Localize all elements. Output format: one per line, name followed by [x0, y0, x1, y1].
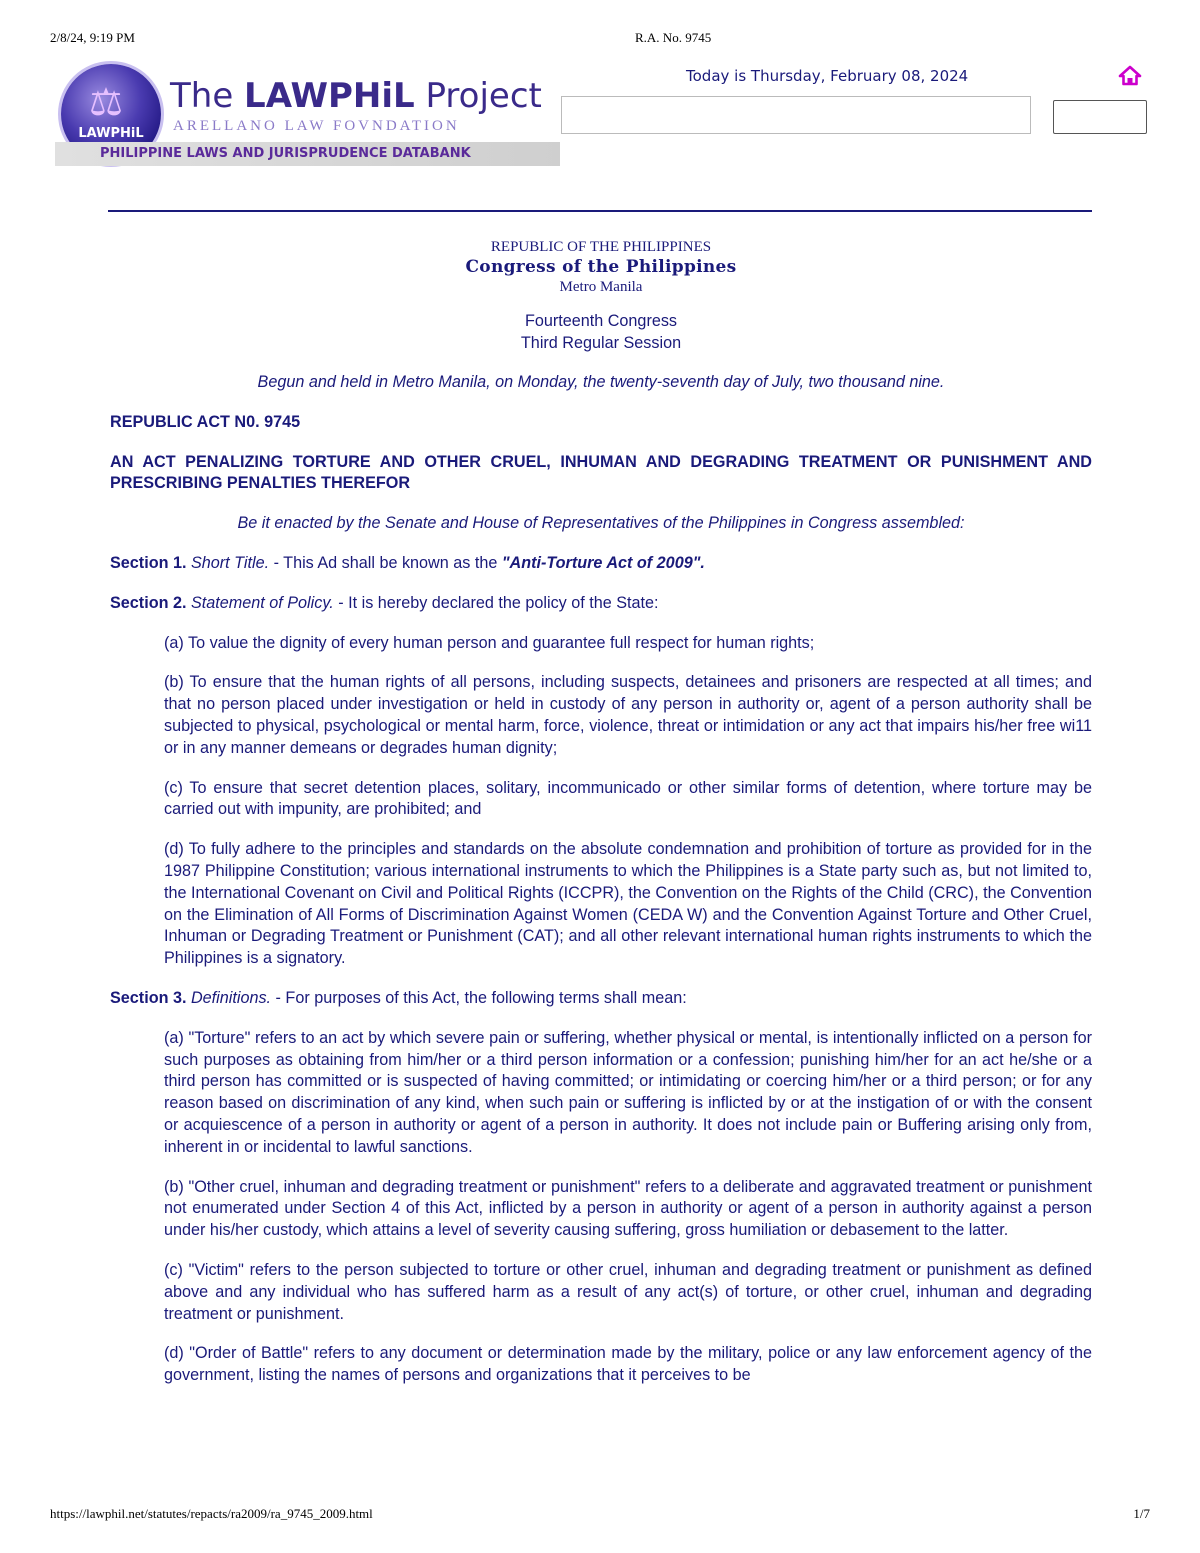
- section-3-item-d: (d) "Order of Battle" refers to any document or determination made by the military, police or any law enforcement agency of the government, listing the names of persons and organizations that it perceives to be: [164, 1344, 1092, 1385]
- print-page-number: 1/7: [1133, 1506, 1150, 1521]
- enacting-clause: Be it enacted by the Senate and House of Representatives of the Philippines in Congress assembled:: [237, 514, 965, 533]
- print-doc-title: R.A. No. 9745: [635, 30, 712, 45]
- section-1-name: Short Title.: [190, 553, 270, 572]
- home-icon[interactable]: [1118, 64, 1142, 88]
- print-header: [50, 30, 1150, 50]
- section-3-item-b: (b) "Other cruel, inhuman and degrading treatment or punishment" refers to a deliberate and aggravated treatment or punishment not enumerated under Section 4 of this Act, inflicted by a person in authority or agent of a person in authority against a person under his/her custody, which attains a level of severity causing suffering, gross humiliation or debasement to the latter.: [164, 1177, 1092, 1240]
- brand-strip-text: PHILIPPINE LAWS AND JURISPRUDENCE DATABANK: [100, 146, 471, 161]
- location: Metro Manila: [559, 279, 643, 295]
- today-date: Today is Thursday, February 08, 2024: [686, 67, 969, 85]
- section-1-label: Section 1.: [110, 553, 187, 572]
- section-3-name: Definitions.: [190, 988, 272, 1007]
- section-3-item-c: (c) "Victim" refers to the person subjected to torture or other cruel, inhuman and degrading treatment or punishment as defined above and any individual who has suffered harm as a result of any act(s) of torture, or other cruel, inhuman and degrading treatment or punishment.: [164, 1260, 1092, 1323]
- print-footer: [50, 1506, 1150, 1526]
- section-2-item-b: (b) To ensure that the human rights of all persons, including suspects, detainees and prisoners are respected at all times; and that no person placed under investigation or held in custody of any person in authority or, agent of a person authority shall be subjected to physical, psychological or mental harm, force, violence, threat or intimidation or any act that impairs his/her free wi11 or in any manner demeans or degrades human dignity;: [164, 673, 1092, 757]
- section-2-label: Section 2.: [110, 593, 187, 612]
- statute-content: [110, 237, 1092, 1387]
- print-datetime: 2/8/24, 9:19 PM: [50, 30, 135, 45]
- brand-title-bold: LAWPHiL: [244, 76, 415, 116]
- lawphil-banner[interactable]: [55, 58, 560, 168]
- section-2-name: Statement of Policy.: [190, 593, 334, 612]
- brand-subtitle: ARELLANO LAW FOVNDATION: [173, 118, 460, 134]
- begun-statement: Begun and held in Metro Manila, on Monday, the twenty-seventh day of July, two thousand nine.: [257, 373, 945, 391]
- brand-title-prefix: The: [170, 76, 245, 116]
- section-1-text: - This Ad shall be known as the: [269, 553, 502, 572]
- section-3-text: - For purposes of this Act, the following terms shall mean:: [271, 988, 687, 1007]
- section-3: [110, 988, 1092, 1010]
- act-title: AN ACT PENALIZING TORTURE AND OTHER CRUEL, INHUMAN AND DEGRADING TREATMENT OR PUNISHMENT AND PRESCRIBING PENALTIES THEREFOR: [110, 452, 1092, 493]
- search-input[interactable]: [561, 96, 1031, 134]
- congress-info: [110, 310, 1092, 354]
- republic-heading: REPUBLIC OF THE PHILIPPINES: [490, 239, 712, 255]
- print-url: https://lawphil.net/statutes/repacts/ra2009/ra_9745_2009.html: [50, 1506, 373, 1521]
- brand-title: [170, 76, 542, 116]
- section-3-item-a: (a) "Torture" refers to an act by which severe pain or suffering, whether physical or mental, is intentionally inflicted on a person for such purposes as obtaining from him/her or a third person information or a confession; punishing him/her for an act he/she or a third person has committed or is suspected of having committed; or intimidating or coercing him/her or a third person; or for any reason based on discrimination of any kind, when such pain or suffering is inflicted by or at the instigation of or with the consent or acquiescence of a person in authority or agent of a person in authority. It does not include pain or Buffering arising only from, inherent in or incidental to lawful sanctions.: [164, 1028, 1092, 1156]
- brand-strip: [55, 142, 560, 166]
- congress-number: Fourteenth Congress: [524, 312, 678, 330]
- scales-of-justice-icon: ⚖: [89, 80, 124, 124]
- section-3-label: Section 3.: [110, 988, 187, 1007]
- section-2-text: - It is hereby declared the policy of the State:: [333, 593, 659, 612]
- header-divider: [108, 210, 1092, 212]
- section-2-item-d: (d) To fully adhere to the principles and standards on the absolute condemnation and prohibition of torture as provided for in the 1987 Philippine Constitution; various international instruments to which the Philippines is a State party such as, but not limited to, the International Covenant on Civil and Political Rights (ICCPR), the Convention on the Rights of the Child (CRC), the Convention on the Elimination of All Forms of Discrimination Against Women (CEDA W) and the Convention Against Torture and Other Cruel, Inhuman or Degrading Treatment or Punishment (CAT); and all other relevant international human rights instruments to which the Philippines is a signatory.: [164, 840, 1092, 968]
- section-2-item-a: (a) To value the dignity of every human person and guarantee full respect for human rights;: [164, 633, 815, 652]
- brand-title-suffix: Project: [414, 76, 542, 116]
- congress-name: Congress of the Philippines: [465, 257, 737, 277]
- seal-label: LAWPHiL: [78, 126, 144, 141]
- section-2-item-c: (c) To ensure that secret detention places, solitary, incommunicado or other similar forms of detention, where torture may be carried out with impunity, are prohibited; and: [164, 778, 1092, 819]
- section-2: [110, 593, 1092, 615]
- session: Third Regular Session: [520, 334, 682, 352]
- section-1-quote: "Anti-Torture Act of 2009".: [501, 553, 705, 572]
- section-1: [110, 553, 1092, 575]
- search-button[interactable]: [1053, 100, 1147, 134]
- ra-number: REPUBLIC ACT N0. 9745: [110, 412, 301, 431]
